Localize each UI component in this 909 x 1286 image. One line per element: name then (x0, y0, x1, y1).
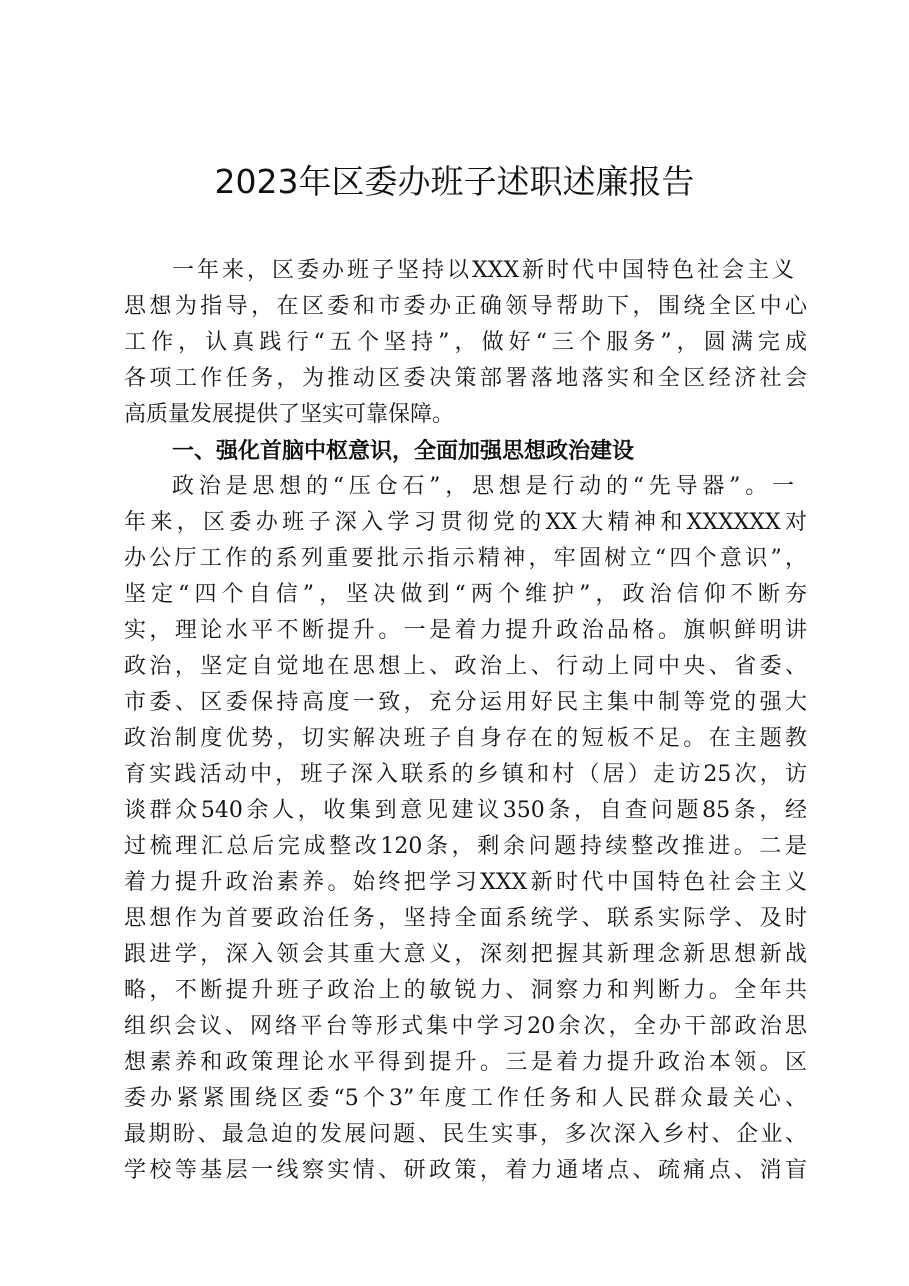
body-line-12: 政治，坚定自觉地在思想上、政治上、行动上同中央、省委、 (124, 654, 807, 679)
body-line-25: 最期盼、最急迫的发展问题、民生实事，多次深入乡村、企业、 (124, 1122, 807, 1147)
body-line-13: 市委、区委保持高度一致，充分运用好民主集中制等党的强大 (124, 690, 807, 715)
body-line-10: 坚定“四个自信”，坚决做到“两个维护”，政治信仰不断夯 (124, 582, 807, 607)
body-line-5: 高质量发展提供了坚实可靠保障。 (124, 402, 455, 427)
body-line-24: 委办紧紧围绕区委“5个3”年度工作任务和人民群众最关心、 (124, 1086, 807, 1111)
body-line-2: 思想为指导，在区委和市委办正确领导帮助下，围绕全区中心 (124, 294, 807, 319)
body-line-1: 一年来，区委办班子坚持以XXX新时代中国特色社会主义 (172, 258, 794, 283)
body-line-11: 实，理论水平不断提升。一是着力提升政治品格。旗帜鲜明讲 (124, 618, 807, 643)
body-line-19: 思想作为首要政治任务，坚持全面系统学、联系实际学、及时 (124, 906, 807, 931)
body-line-9: 办公厅工作的系列重要批示指示精神，牢固树立“四个意识”， (124, 546, 807, 571)
body-line-23: 想素养和政策理论水平得到提升。三是着力提升政治本领。区 (124, 1050, 807, 1075)
body-line-22: 组织会议、网络平台等形式集中学习20余次，全办干部政治思 (124, 1014, 807, 1039)
body-line-8: 年来，区委办班子深入学习贯彻党的XX大精神和XXXXXX对 (124, 510, 807, 535)
body-line-26: 学校等基层一线察实情、研政策，着力通堵点、疏痛点、消盲 (124, 1158, 807, 1183)
body-line-7: 政治是思想的“压仓石”，思想是行动的“先导器”。一 (172, 474, 794, 499)
document-title: 2023年区委办班子述职述廉报告 (214, 162, 695, 201)
body-line-21: 略，不断提升班子政治上的敏锐力、洞察力和判断力。全年共 (124, 978, 807, 1003)
body-line-17: 过梳理汇总后完成整改120条，剩余问题持续整改推进。二是 (124, 834, 807, 859)
section-heading-1: 一、强化首脑中枢意识，全面加强思想政治建设 (172, 438, 635, 464)
body-line-20: 跟进学，深入领会其重大意义，深刻把握其新理念新思想新战 (124, 942, 807, 967)
body-line-15: 育实践活动中，班子深入联系的乡镇和村（居）走访25次，访 (124, 762, 807, 787)
body-line-18: 着力提升政治素养。始终把学习XXX新时代中国特色社会主义 (124, 870, 807, 895)
body-line-3: 工作，认真践行“五个坚持”，做好“三个服务”，圆满完成 (124, 330, 807, 355)
body-line-16: 谈群众540余人，收集到意见建议350条，自查问题85条，经 (124, 798, 807, 823)
body-line-4: 各项工作任务，为推动区委决策部署落地落实和全区经济社会 (124, 366, 807, 391)
body-line-14: 政治制度优势，切实解决班子自身存在的短板不足。在主题教 (124, 726, 807, 751)
